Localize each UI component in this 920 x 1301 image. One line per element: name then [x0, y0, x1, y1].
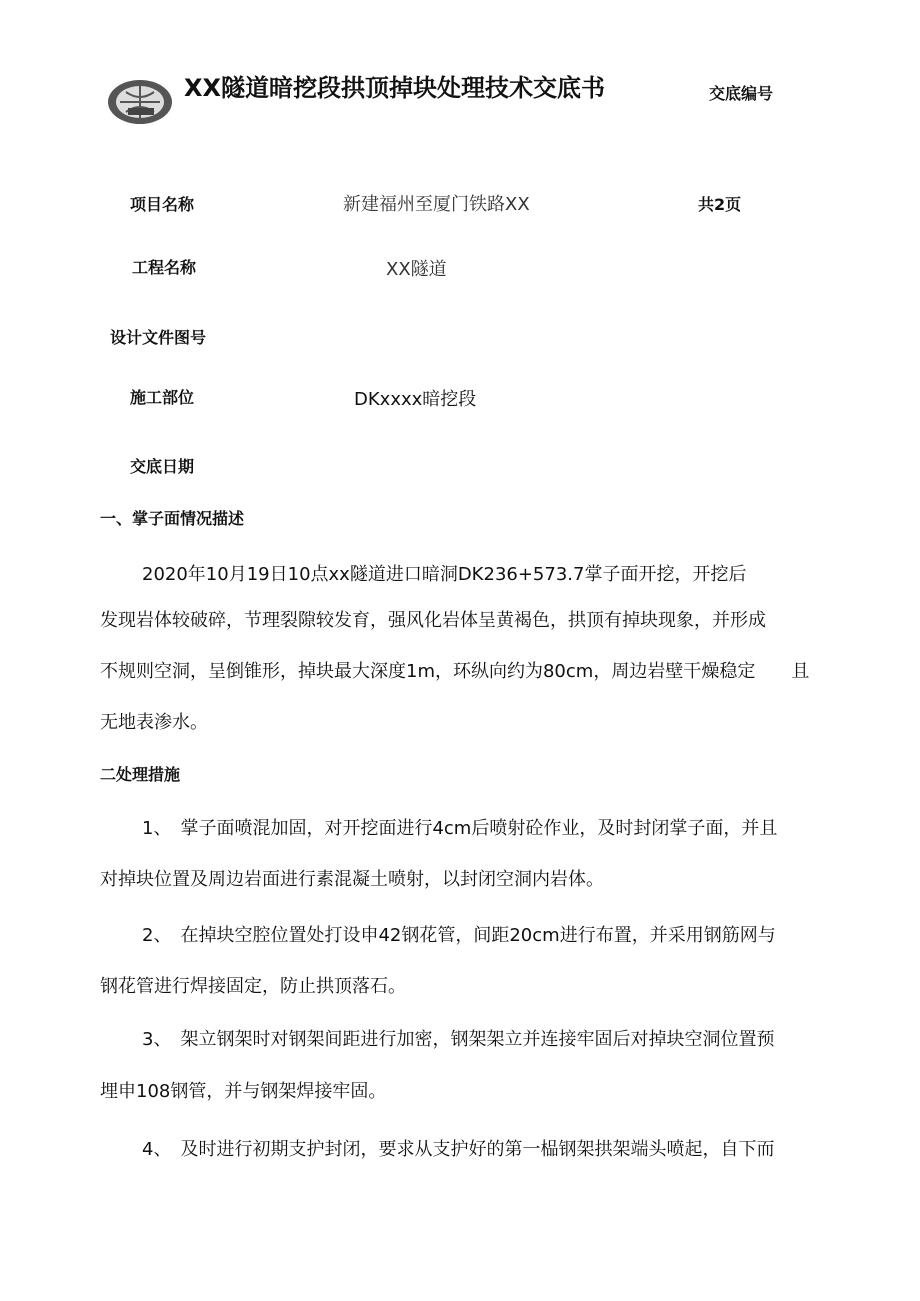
company-logo-icon: [106, 78, 174, 126]
paragraph-line: 1、 掌子面喷混加固，对开挖面进行4cm后喷射砼作业，及时封闭掌子面，并且: [142, 818, 778, 839]
paragraph-line: 无地表渗水。: [100, 712, 208, 733]
paragraph-line: 发现岩体较破碎，节理裂隙较发育，强风化岩体呈黄褐色，拱顶有掉块现象，并形成: [100, 610, 766, 631]
section2-heading: 二处理措施: [100, 765, 181, 784]
paragraph-line: 不规则空洞，呈倒锥形，掉块最大深度1m，环纵向约为80cm，周边岩壁干燥稳定 且: [100, 661, 810, 682]
paragraph-line: 钢花管进行焊接固定，防止拱顶落石。: [100, 976, 406, 997]
engineering-value: XX隧道: [386, 259, 447, 280]
project-value: 新建福州至厦门铁路XX: [343, 194, 530, 215]
paragraph-line: 4、 及时进行初期支护封闭，要求从支护好的第一榀钢架拱架端头喷起，自下而: [142, 1139, 775, 1160]
project-label: 项目名称: [130, 195, 195, 214]
document-title: XX隧道暗挖段拱顶掉块处理技术交底书: [184, 74, 606, 102]
paragraph-line: 2020年10月19日10点xx隧道进口暗洞DK236+573.7掌子面开挖，开挖后: [142, 564, 747, 585]
paragraph-line: 3、 架立钢架时对钢架间距进行加密，钢架架立并连接牢固后对掉块空洞位置预: [142, 1029, 775, 1050]
page-count: 共2页: [698, 195, 742, 214]
location-label: 施工部位: [130, 388, 195, 407]
date-label: 交底日期: [130, 457, 195, 476]
section1-heading: 一、掌子面情况描述: [100, 509, 245, 528]
code-label: 交底编号: [709, 84, 774, 103]
paragraph-line: 2、 在掉块空腔位置处打设申42钢花管，间距20cm进行布置，并采用钢筋网与: [142, 925, 776, 946]
design-doc-label: 设计文件图号: [110, 328, 207, 347]
engineering-label: 工程名称: [132, 258, 197, 277]
paragraph-line: 对掉块位置及周边岩面进行素混凝土喷射，以封闭空洞内岩体。: [100, 869, 604, 890]
location-value: DKxxxx暗挖段: [354, 389, 477, 410]
paragraph-line: 埋申108钢管，并与钢架焊接牢固。: [100, 1081, 387, 1102]
